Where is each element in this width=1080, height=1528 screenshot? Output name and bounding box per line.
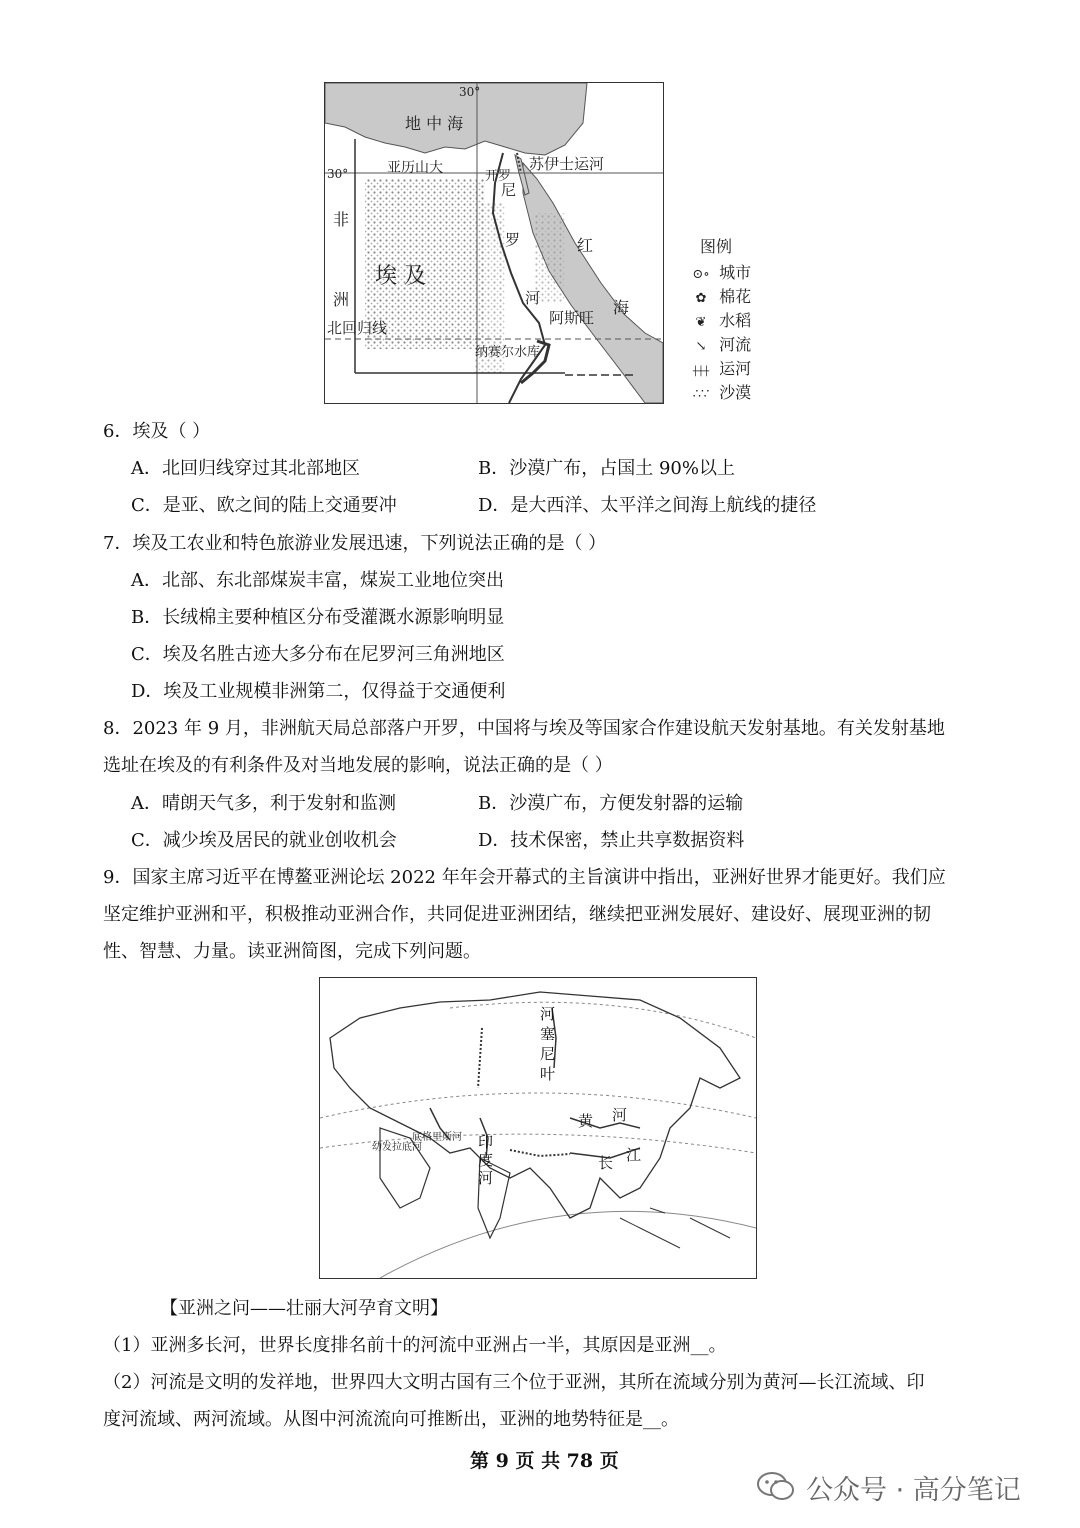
legend-item-canal: ┼┼┼ 运河 [688, 356, 751, 379]
legend-item-rice: ❦ 水稻 [688, 308, 751, 331]
label-nile-3: 河 [525, 289, 541, 307]
label-suez-canal: 苏伊士运河 [529, 155, 605, 173]
label-egypt: 埃 及 [375, 264, 426, 289]
section-question-1: （1）亚洲多长河，世界长度排名前十的河流中亚洲占一半，其原因是亚洲__。 [103, 1335, 727, 1356]
watermark-text: 公众号 · 高分笔记 [806, 1475, 1021, 1506]
label-indus: 印 度 河 [478, 1133, 494, 1187]
question-6-stem: 6．埃及（ ） [103, 421, 211, 442]
section-question-2-line2: 度河流域、两河流域。从图中河流流向可推断出，亚洲的地势特征是__。 [103, 1409, 679, 1430]
question-8-option-b: B．沙漠广布，方便发射器的运输 [478, 793, 744, 814]
question-8-stem-line1: 8．2023 年 9 月，非洲航天局总部落户开罗，中国将与埃及等国家合作建设航天发射基地。有关发射基地 [103, 718, 945, 739]
page-number: 第 9 页 共 78 页 [470, 1450, 619, 1472]
question-8-option-c: C．减少埃及居民的就业创收机会 [131, 830, 397, 851]
label-alexandria: 亚历山大 [387, 160, 443, 176]
city-icon: ⊙∘ [692, 267, 710, 282]
egypt-map [324, 82, 664, 404]
label-yenisei: 河 塞 尼 叶 [540, 1005, 556, 1083]
legend-item-desert: ∴∵ 沙漠 [688, 380, 751, 403]
desert-icon: ∴∵ [692, 387, 710, 402]
question-7-option-d: D．埃及工业规模非洲第二，仅得益于交通便利 [131, 681, 506, 702]
section-title: 【亚洲之问——壮丽大河孕育文明】 [160, 1298, 448, 1319]
question-7-stem: 7．埃及工农业和特色旅游业发展迅速，下列说法正确的是（ ） [103, 533, 607, 554]
question-9-stem-line2: 坚定维护亚洲和平，积极推动亚洲合作，共同促进亚洲团结，继续把亚洲发展好、建设好、展现亚洲的韧 [103, 904, 931, 925]
label-euphrates: 幼发拉底河 [372, 1142, 422, 1153]
question-8-stem-line2: 选址在埃及的有利条件及对当地发展的影响，说法正确的是（ ） [103, 755, 613, 776]
section-question-2-line1: （2）河流是文明的发祥地，世界四大文明古国有三个位于亚洲，其所在流域分别为黄河—长江流域、印 [103, 1372, 925, 1393]
river-icon: ↘ [695, 339, 707, 354]
label-africa-2: 洲 [333, 290, 350, 309]
canal-icon: ┼┼┼ [692, 367, 710, 377]
legend-title: 图例 [700, 237, 733, 256]
question-6-option-d: D．是大西洋、太平洋之间海上航线的捷径 [478, 495, 817, 516]
label-nile-2: 罗 [505, 231, 521, 249]
label-aswan: 阿斯旺 [549, 309, 595, 327]
question-7-option-c: C．埃及名胜古迹大多分布在尼罗河三角洲地区 [131, 644, 505, 665]
wechat-icon [756, 1470, 796, 1502]
question-7-option-b: B．长绒棉主要种植区分布受灌溉水源影响明显 [131, 607, 505, 628]
label-yellow-river-2: 河 [612, 1106, 628, 1124]
lat-label-left: 30° [327, 167, 349, 181]
cotton-icon: ✿ [695, 291, 707, 306]
label-yangtze-1: 长 [598, 1154, 614, 1172]
label-tigris: 底格里斯河 [412, 1132, 462, 1143]
label-africa-1: 非 [333, 210, 350, 229]
question-6-option-b: B．沙漠广布，占国土 90%以上 [478, 458, 735, 479]
question-9-stem-line1: 9．国家主席习近平在博鳌亚洲论坛 2022 年年会开幕式的主旨演讲中指出，亚洲好世界才能更好。我们应 [103, 867, 946, 888]
question-7-option-a: A．北部、东北部煤炭丰富，煤炭工业地位突出 [131, 570, 504, 591]
asia-map [319, 977, 757, 1279]
question-6-option-a: A．北回归线穿过其北部地区 [131, 458, 360, 479]
legend-item-cotton: ✿ 棉花 [688, 284, 751, 307]
legend-item-city: ⊙∘ 城市 [688, 260, 751, 283]
label-red-sea-1: 红 [577, 236, 594, 255]
rice-icon: ❦ [695, 315, 707, 330]
question-8-option-d: D．技术保密，禁止共享数据资料 [478, 830, 745, 851]
label-yangtze-2: 江 [626, 1146, 642, 1164]
label-mediterranean: 地 中 海 [405, 114, 464, 133]
map-legend [688, 234, 778, 404]
label-red-sea-2: 海 [613, 298, 630, 317]
label-tropic: 北回归线 [327, 319, 388, 337]
label-cairo: 开罗 [485, 169, 512, 184]
label-nile-1: 尼 [501, 181, 517, 199]
legend-item-river: ↘ 河流 [688, 332, 751, 355]
question-6-option-c: C．是亚、欧之间的陆上交通要冲 [131, 495, 397, 516]
lat-label-top: 30° [459, 85, 481, 99]
asia-map-drawing [320, 978, 756, 1278]
label-nasser: 纳赛尔水库 [475, 345, 541, 360]
label-yellow-river-1: 黄 [578, 1112, 594, 1130]
question-8-option-a: A．晴朗天气多，利于发射和监测 [131, 793, 396, 814]
question-9-stem-line3: 性、智慧、力量。读亚洲简图，完成下列问题。 [103, 941, 481, 962]
